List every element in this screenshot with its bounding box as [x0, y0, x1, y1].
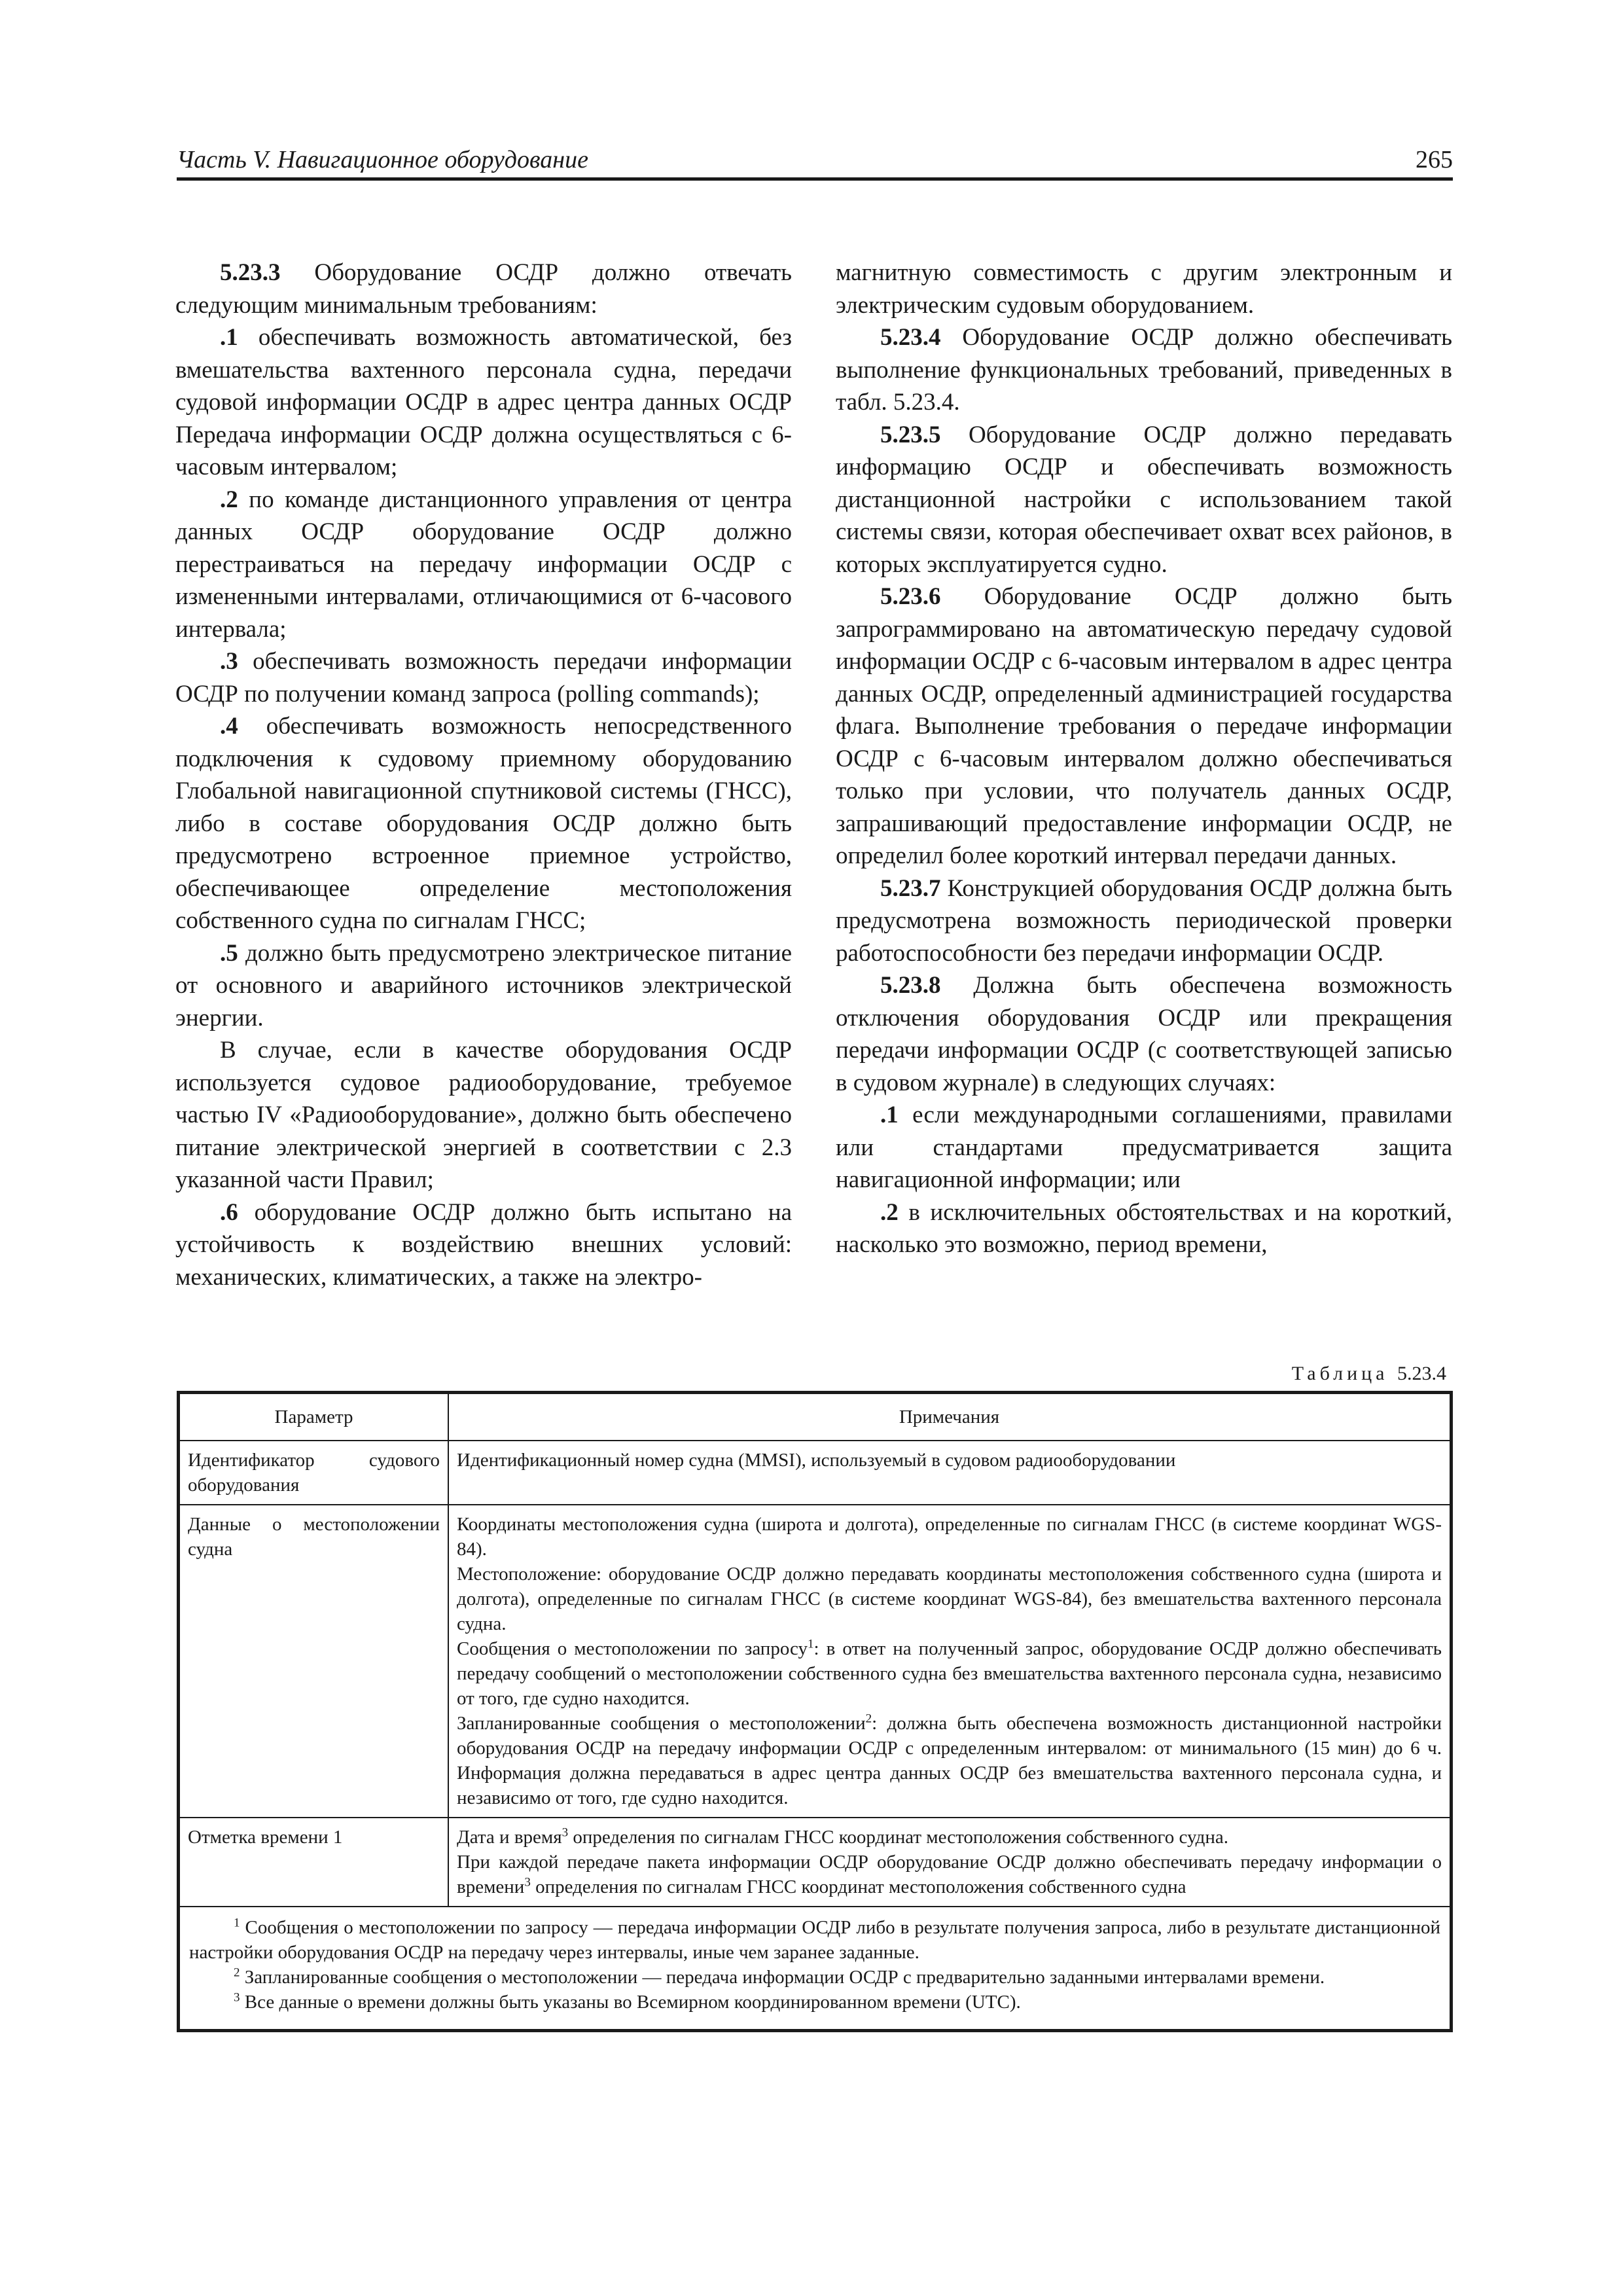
footnote-ref: 3 — [524, 1875, 531, 1890]
clause-number: .6 — [220, 1198, 238, 1226]
header-title: Часть V. Навигационное оборудование — [177, 146, 588, 173]
clause-number: 5.23.5 — [880, 421, 941, 448]
footnote-text: Сообщения о местоположении по запросу — передача информации ОСДР либо в результате получения запроса, либо в результате дистанционной настройки оборудования ОСДР на передачу через интервалы, иные чем заранее заданные. — [189, 1917, 1440, 1963]
note-paragraph: Координаты местоположения судна (широта и долгота), определенные по сигналам ГНСС (в системе координат WGS-84). — [457, 1514, 1442, 1560]
paragraph-text: обеспечивать возможность непосредственного подключения к судовому приемному оборудованию Глобальной навигационной спутниковой системы (ГНСС), либо в составе оборудования ОСДР должно быть предусмотрено встроенное приемное устройство, обеспечивающее определение местоположения собственного судна по сигналам ГНСС; — [175, 713, 792, 934]
paragraph — [175, 484, 792, 646]
right-column — [836, 257, 1452, 1261]
paragraph — [836, 872, 1452, 970]
paragraph-text: обеспечивать возможность передачи информации ОСДР по получении команд запроса (polling commands); — [175, 648, 792, 708]
paragraph — [836, 321, 1452, 419]
clause-number: 5.23.6 — [880, 583, 941, 610]
paragraph-text: должно быть предусмотрено электрическое питание от основного и аварийного источников электрической энергии. — [175, 939, 792, 1031]
clause-number: .4 — [220, 713, 238, 740]
clause-number: .1 — [220, 324, 238, 351]
clause-number: .1 — [880, 1102, 899, 1128]
note-paragraph: Местоположение: оборудование ОСДР должно передавать координаты местоположения собственного судна (широта и долгота), определенные по сигналам ГНСС (в системе координат WGS-84), без вмешательства вахтенного персонала судна. — [457, 1564, 1442, 1634]
paragraph-text: если международными соглашениями, правилами или стандартами предусматривается защита навигационной информации; или — [836, 1102, 1452, 1193]
paragraph-text: Должна быть обеспечена возможность отключения оборудования ОСДР или прекращения передачи информации ОСДР (с соответствующей записью в судовом журнале) в следующих случаях: — [836, 972, 1452, 1096]
table-footnotes-row — [179, 1907, 1452, 2031]
table-caption — [1292, 1363, 1446, 1385]
paragraph — [836, 1099, 1452, 1196]
paragraph — [175, 937, 792, 1035]
notes-cell — [448, 1818, 1452, 1907]
clause-number: .2 — [880, 1198, 899, 1226]
footnote-text: Все данные о времени должны быть указаны во Всемирном координированном времени (UTC). — [240, 1992, 1021, 2013]
paragraph-text: Конструкцией оборудования ОСДР должна быть предусмотрена возможность периодической проверки работоспособности без передачи информации ОСДР. — [836, 874, 1452, 967]
clause-number: 5.23.8 — [880, 972, 941, 999]
table-caption-number: 5.23.4 — [1397, 1363, 1446, 1384]
clause-number: 5.23.3 — [220, 259, 281, 286]
paragraph-text: в исключительных обстоятельствах и на короткий, насколько это возможно, период времени, — [836, 1198, 1452, 1258]
paragraph-text: магнитную совместимость с другим электронным и электрическим судовым оборудованием. — [836, 259, 1452, 319]
note-paragraph: Сообщения о местоположении по запросу$^1$: в ответ на полученный запрос, оборудование ОСДР должно обеспечивать передачу сообщений о местоположении собственного судна без вмешательства вахтенного персонала судна, независимо от того, где судно находится. — [457, 1637, 1442, 1709]
paragraph-text: Оборудование ОСДР должно обеспечивать выполнение функциональных требований, приведенных в табл. 5.23.4. — [836, 324, 1452, 416]
footnote — [189, 1915, 1440, 1965]
parameter-cell: Данные о местоположении судна — [179, 1505, 449, 1818]
note-paragraph: Запланированные сообщения о местоположении$^2$: должна быть обеспечена возможность дистанционной настройки оборудования ОСДР на передачу информации ОСДР с определенным интервалом: от минимального (15 мин) до 6 ч. Информация должна передаваться в адрес центра данных ОСДР без вмешательства вахтенного персонала судна, и независимо от того, где судно находится. — [457, 1712, 1442, 1808]
header-rule — [177, 177, 1453, 181]
note-paragraph: При каждой передаче пакета информации ОСДР оборудование ОСДР должно обеспечивать передачу информации о времени$^3$ определения по сигналам ГНСС координат местоположения собственного судна — [457, 1852, 1442, 1897]
paragraph-text: Оборудование ОСДР должно отвечать следующим минимальным требованиям: — [175, 259, 792, 319]
table-row — [179, 1505, 1452, 1818]
footnote-mark: 1 — [234, 1916, 240, 1930]
paragraph — [836, 257, 1452, 321]
paragraph — [836, 969, 1452, 1099]
paragraph — [175, 710, 792, 937]
note-paragraph: Идентификационный номер судна (MMSI), используемый в судовом радиооборудовании — [457, 1450, 1176, 1471]
parameter-cell: Идентификатор судового оборудования — [179, 1441, 449, 1505]
table-row — [179, 1818, 1452, 1907]
footnote — [189, 1965, 1440, 1990]
note-paragraph: Дата и время$^3$ определения по сигналам ГНСС координат местоположения собственного судна. — [457, 1825, 1229, 1848]
paragraph — [836, 419, 1452, 581]
left-column — [175, 257, 792, 1293]
clause-number: .5 — [220, 939, 238, 967]
footnote — [189, 1990, 1440, 2015]
column-header-notes: Примечания — [448, 1393, 1452, 1441]
clause-number: .3 — [220, 648, 238, 675]
paragraph — [175, 1034, 792, 1196]
footnote-ref: 1 — [808, 1637, 814, 1651]
paragraph — [175, 321, 792, 484]
paragraph — [836, 1196, 1452, 1261]
parameter-cell: Отметка времени 1 — [179, 1818, 449, 1907]
column-header-parameter: Параметр — [179, 1393, 449, 1441]
footnote-mark: 3 — [234, 1990, 240, 2005]
paragraph — [175, 645, 792, 710]
paragraph-text: В случае, если в качестве оборудования ОСДР используется судовое радиооборудование, требуемое частью IV «Радиооборудование», должно быть обеспечено питание электрической энергией в соответствии с 2.3 указанной части Правил; — [175, 1037, 792, 1193]
footnote-ref: 3 — [562, 1825, 569, 1840]
table-caption-word: Таблица — [1291, 1363, 1389, 1384]
footnote-mark: 2 — [234, 1965, 240, 1980]
paragraph — [175, 257, 792, 321]
notes-cell — [448, 1441, 1452, 1505]
table-row — [179, 1441, 1452, 1505]
running-header — [177, 145, 1453, 178]
requirements-table — [177, 1391, 1453, 2032]
paragraph — [175, 1196, 792, 1294]
paragraph-text: Оборудование ОСДР должно передавать информацию ОСДР и обеспечивать возможность дистанционной настройки с использованием такой системы связи, которая обеспечивает охват всех районов, в которых эксплуатируется судно. — [836, 421, 1452, 578]
clause-number: .2 — [220, 486, 238, 513]
clause-number: 5.23.7 — [880, 874, 941, 902]
table-header-row — [179, 1393, 1452, 1441]
footnote-ref: 2 — [865, 1712, 872, 1726]
notes-cell — [448, 1505, 1452, 1818]
paragraph-text: Оборудование ОСДР должно быть запрограммировано на автоматическую передачу судовой информации ОСДР с 6-часовым интервалом в адрес центра данных ОСДР, определенный администрацией государства флага. Выполнение требования о передаче информации ОСДР с 6-часовым интервалом должно обеспечиваться только при условии, что получатель данных ОСДР, запрашивающий предоставление информации ОСДР, не определил более короткий интервал передачи данных. — [836, 583, 1452, 869]
paragraph — [836, 581, 1452, 872]
footnote-text: Запланированные сообщения о местоположении — передача информации ОСДР с предварительно заданными интервалами времени. — [240, 1967, 1325, 1988]
paragraph-text: по команде дистанционного управления от центра данных ОСДР оборудование ОСДР должно перестраиваться на передачу информации ОСДР с измененными интервалами, отличающимися от 6-часового интервала; — [175, 486, 792, 643]
page-number: 265 — [1416, 146, 1453, 173]
paragraph-text: оборудование ОСДР должно быть испытано на устойчивость к воздействию внешних условий: механических, климатических, а также на электро- — [175, 1198, 792, 1291]
clause-number: 5.23.4 — [880, 324, 941, 351]
table-footnotes — [179, 1907, 1452, 2031]
paragraph-text: обеспечивать возможность автоматической, без вмешательства вахтенного персонала судна, передачи судовой информации ОСДР в адрес центра данных ОСДР Передача информации ОСДР должна осуществляться с 6-часовым интервалом; — [175, 324, 792, 480]
